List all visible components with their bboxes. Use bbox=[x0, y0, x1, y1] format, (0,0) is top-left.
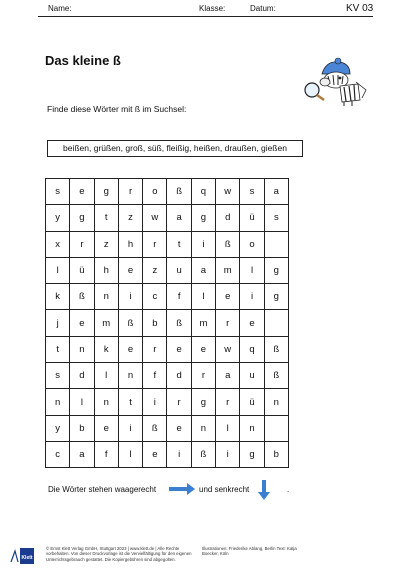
grid-cell: u bbox=[167, 258, 191, 284]
grid-cell: m bbox=[216, 258, 240, 284]
grid-cell: y bbox=[46, 416, 70, 442]
grid-cell: r bbox=[216, 389, 240, 415]
grid-cell: i bbox=[192, 232, 216, 258]
grid-cell: e bbox=[240, 310, 264, 336]
legal-footer bbox=[0, 543, 400, 576]
grid-cell: g bbox=[265, 258, 289, 284]
grid-cell: w bbox=[216, 337, 240, 363]
date-label: Datum: bbox=[250, 4, 276, 13]
grid-cell: m bbox=[192, 310, 216, 336]
grid-cell: ß bbox=[167, 179, 191, 205]
grid-cell: ß bbox=[265, 363, 289, 389]
grid-cell: a bbox=[192, 258, 216, 284]
instruction-text: Finde diese Wörter mit ß im Suchsel: bbox=[47, 104, 187, 114]
footer-text-vertical: und senkrecht bbox=[199, 485, 250, 494]
grid-cell bbox=[265, 416, 289, 442]
grid-cell: i bbox=[216, 442, 240, 468]
grid-cell: x bbox=[46, 232, 70, 258]
page-title: Das kleine ß bbox=[45, 53, 121, 68]
copyright-text: © Ernst Klett Verlag GmbH, Stuttgart 2023 | www.klett.de | Alle Rechte vorbehalten. Von dieser Druckvorlage ist die Vervielfältigung für den eigenen Unterrichtsgebrauch gestattet. Die Kopiergebühren sind abgegolten. bbox=[46, 546, 192, 562]
grid-cell: k bbox=[46, 284, 70, 310]
grid-cell: ß bbox=[216, 232, 240, 258]
grid-cell: e bbox=[70, 310, 94, 336]
grid-cell: f bbox=[95, 442, 119, 468]
grid-cell: ü bbox=[240, 389, 264, 415]
klett-logo bbox=[8, 546, 36, 566]
grid-cell: a bbox=[216, 363, 240, 389]
grid-cell: q bbox=[192, 179, 216, 205]
grid-cell: l bbox=[192, 284, 216, 310]
grid-cell: n bbox=[70, 337, 94, 363]
grid-cell: o bbox=[240, 232, 264, 258]
zebra-mascot-illustration bbox=[300, 54, 372, 106]
grid-cell: h bbox=[119, 232, 143, 258]
grid-cell: j bbox=[46, 310, 70, 336]
grid-cell: n bbox=[192, 416, 216, 442]
grid-cell: ß bbox=[70, 284, 94, 310]
grid-cell: e bbox=[143, 442, 167, 468]
grid-cell: n bbox=[240, 416, 264, 442]
arrow-right-icon bbox=[169, 483, 195, 495]
grid-cell: e bbox=[95, 416, 119, 442]
grid-cell: s bbox=[265, 205, 289, 231]
grid-cell: b bbox=[70, 416, 94, 442]
grid-cell: z bbox=[143, 258, 167, 284]
grid-cell: i bbox=[143, 389, 167, 415]
grid-cell: w bbox=[143, 205, 167, 231]
grid-cell: t bbox=[46, 337, 70, 363]
grid-cell: s bbox=[46, 179, 70, 205]
grid-cell: g bbox=[265, 284, 289, 310]
grid-cell: r bbox=[70, 232, 94, 258]
grid-cell: f bbox=[167, 284, 191, 310]
footer-period: . bbox=[287, 485, 290, 494]
grid-cell: a bbox=[167, 205, 191, 231]
grid-cell: t bbox=[167, 232, 191, 258]
grid-cell: e bbox=[192, 337, 216, 363]
grid-cell: c bbox=[46, 442, 70, 468]
grid-cell: r bbox=[216, 310, 240, 336]
grid-cell: t bbox=[119, 389, 143, 415]
grid-cell: e bbox=[119, 258, 143, 284]
grid-cell: e bbox=[70, 179, 94, 205]
grid-cell: g bbox=[95, 179, 119, 205]
grid-cell: r bbox=[143, 337, 167, 363]
footer-hint bbox=[0, 480, 400, 500]
grid-cell: b bbox=[265, 442, 289, 468]
grid-cell: n bbox=[265, 389, 289, 415]
grid-cell: m bbox=[95, 310, 119, 336]
arrow-down-icon bbox=[258, 480, 270, 500]
grid-cell: n bbox=[95, 389, 119, 415]
class-label: Klasse: bbox=[199, 4, 226, 13]
grid-cell: g bbox=[240, 442, 264, 468]
grid-cell: h bbox=[95, 258, 119, 284]
grid-cell: c bbox=[143, 284, 167, 310]
credits-text: Illustrationen: Friederike Ablang, Berlin Text: Katja Boecker, Köln bbox=[202, 546, 297, 557]
grid-cell: n bbox=[119, 363, 143, 389]
word-list-box: beißen, grüßen, groß, süß, fleißig, heißen, draußen, gießen bbox=[47, 140, 303, 157]
grid-cell: l bbox=[46, 258, 70, 284]
grid-cell: g bbox=[192, 389, 216, 415]
grid-cell: ü bbox=[70, 258, 94, 284]
grid-cell: l bbox=[95, 363, 119, 389]
grid-cell: a bbox=[70, 442, 94, 468]
grid-cell: n bbox=[46, 389, 70, 415]
grid-cell: r bbox=[119, 179, 143, 205]
svg-text:Klett: Klett bbox=[21, 555, 33, 561]
grid-cell: d bbox=[70, 363, 94, 389]
grid-cell: ß bbox=[119, 310, 143, 336]
grid-cell: ß bbox=[265, 337, 289, 363]
grid-cell: b bbox=[143, 310, 167, 336]
grid-cell: g bbox=[70, 205, 94, 231]
grid-cell: l bbox=[216, 416, 240, 442]
grid-cell: i bbox=[119, 284, 143, 310]
grid-cell: t bbox=[95, 205, 119, 231]
grid-cell: z bbox=[95, 232, 119, 258]
grid-cell: ü bbox=[240, 205, 264, 231]
grid-cell: e bbox=[216, 284, 240, 310]
grid-cell: r bbox=[192, 363, 216, 389]
footer-text-horizontal: Die Wörter stehen waagerecht bbox=[48, 485, 157, 494]
grid-cell bbox=[265, 232, 289, 258]
header-rule bbox=[38, 16, 373, 17]
grid-cell: u bbox=[240, 363, 264, 389]
grid-cell: i bbox=[119, 416, 143, 442]
grid-cell: z bbox=[119, 205, 143, 231]
grid-cell: ß bbox=[167, 310, 191, 336]
grid-cell: d bbox=[216, 205, 240, 231]
grid-cell: d bbox=[167, 363, 191, 389]
grid-cell: e bbox=[167, 416, 191, 442]
grid-cell: a bbox=[265, 179, 289, 205]
grid-cell: l bbox=[70, 389, 94, 415]
name-label: Name: bbox=[48, 4, 72, 13]
grid-cell: l bbox=[119, 442, 143, 468]
grid-cell bbox=[265, 310, 289, 336]
grid-cell: f bbox=[143, 363, 167, 389]
grid-cell: s bbox=[46, 363, 70, 389]
grid-cell: l bbox=[240, 258, 264, 284]
grid-cell: e bbox=[167, 337, 191, 363]
grid-cell: k bbox=[95, 337, 119, 363]
grid-cell: y bbox=[46, 205, 70, 231]
grid-cell: i bbox=[167, 442, 191, 468]
grid-cell: r bbox=[143, 232, 167, 258]
word-search-grid bbox=[45, 178, 289, 468]
grid-cell: n bbox=[95, 284, 119, 310]
grid-cell: r bbox=[167, 389, 191, 415]
grid-cell: w bbox=[216, 179, 240, 205]
grid-cell: q bbox=[240, 337, 264, 363]
grid-cell: i bbox=[240, 284, 264, 310]
grid-cell: o bbox=[143, 179, 167, 205]
grid-cell: s bbox=[240, 179, 264, 205]
worksheet-header bbox=[0, 0, 400, 22]
grid-cell: g bbox=[192, 205, 216, 231]
grid-cell: e bbox=[119, 337, 143, 363]
grid-cell: ß bbox=[192, 442, 216, 468]
grid-cell: ß bbox=[143, 416, 167, 442]
worksheet-code: KV 03 bbox=[346, 3, 374, 14]
